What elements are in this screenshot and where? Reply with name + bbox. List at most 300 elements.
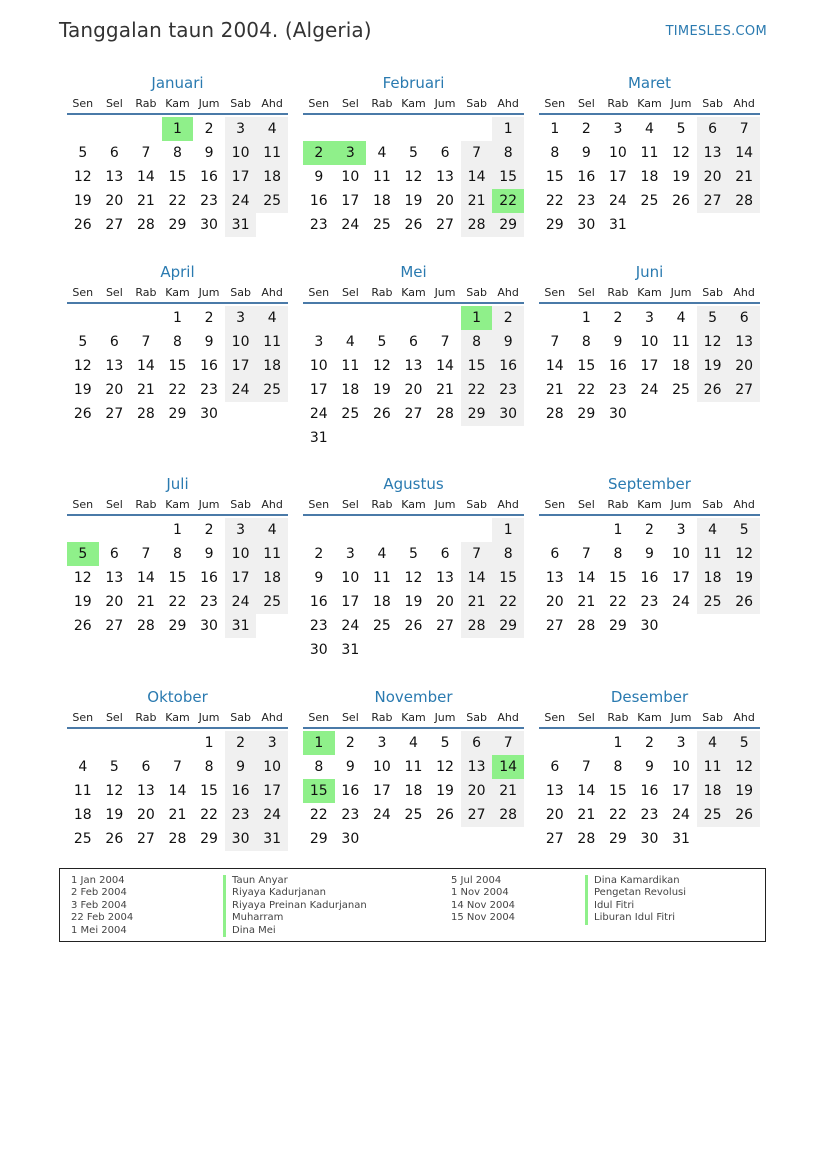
day-cell[interactable]: 9 [581, 145, 591, 161]
day-cell[interactable]: 4 [697, 731, 729, 755]
day-cell[interactable]: 2 [204, 121, 214, 137]
day-cell[interactable]: 22 [200, 807, 218, 823]
day-cell[interactable]: 26 [728, 803, 760, 827]
day-cell[interactable]: 21 [545, 382, 564, 398]
day-cell[interactable]: 17 [225, 165, 257, 189]
day-cell[interactable]: 17 [608, 169, 627, 185]
day-cell[interactable]: 7 [581, 546, 591, 562]
day-cell[interactable]: 7 [728, 117, 760, 141]
day-cell[interactable]: 27 [545, 618, 564, 634]
day-cell[interactable]: 27 [461, 803, 493, 827]
holiday-day-cell[interactable]: 1 [162, 117, 194, 141]
site-logo[interactable]: TIMESLES.COM [665, 24, 767, 39]
day-cell[interactable]: 11 [256, 542, 288, 566]
day-cell[interactable]: 2 [204, 310, 214, 326]
day-cell[interactable]: 12 [73, 358, 92, 374]
day-cell[interactable]: 5 [78, 334, 88, 350]
day-cell[interactable]: 5 [728, 518, 760, 542]
day-cell[interactable]: 22 [309, 807, 328, 823]
day-cell[interactable]: 23 [225, 803, 257, 827]
day-cell[interactable]: 27 [728, 378, 760, 402]
day-cell[interactable]: 23 [608, 382, 627, 398]
day-cell[interactable]: 21 [577, 594, 596, 610]
day-cell[interactable]: 29 [545, 217, 564, 233]
day-cell[interactable]: 29 [608, 831, 627, 847]
day-cell[interactable]: 14 [728, 141, 760, 165]
day-cell[interactable]: 20 [436, 193, 454, 209]
day-cell[interactable]: 23 [640, 594, 659, 610]
day-cell[interactable]: 24 [225, 189, 257, 213]
day-cell[interactable]: 7 [492, 731, 524, 755]
day-cell[interactable]: 22 [492, 590, 524, 614]
day-cell[interactable]: 27 [105, 217, 124, 233]
day-cell[interactable]: 23 [309, 618, 328, 634]
day-cell[interactable]: 13 [697, 141, 729, 165]
day-cell[interactable]: 2 [645, 735, 654, 751]
day-cell[interactable]: 20 [105, 382, 124, 398]
day-cell[interactable]: 13 [136, 783, 155, 799]
day-cell[interactable]: 18 [256, 566, 288, 590]
day-cell[interactable]: 25 [697, 590, 729, 614]
day-cell[interactable]: 15 [577, 358, 596, 374]
day-cell[interactable]: 17 [672, 570, 690, 586]
day-cell[interactable]: 14 [461, 165, 493, 189]
day-cell[interactable]: 27 [436, 618, 454, 634]
day-cell[interactable]: 12 [672, 145, 690, 161]
day-cell[interactable]: 8 [492, 141, 524, 165]
holiday-day-cell[interactable]: 5 [67, 542, 99, 566]
day-cell[interactable]: 31 [225, 213, 257, 237]
day-cell[interactable]: 26 [73, 618, 92, 634]
day-cell[interactable]: 26 [404, 217, 423, 233]
day-cell[interactable]: 22 [545, 193, 564, 209]
day-cell[interactable]: 3 [225, 306, 257, 330]
day-cell[interactable]: 17 [372, 783, 391, 799]
day-cell[interactable]: 9 [314, 570, 324, 586]
day-cell[interactable]: 25 [73, 831, 92, 847]
day-cell[interactable]: 21 [136, 193, 155, 209]
day-cell[interactable]: 10 [341, 169, 360, 185]
day-cell[interactable]: 26 [105, 831, 124, 847]
day-cell[interactable]: 30 [608, 406, 627, 422]
day-cell[interactable]: 5 [409, 145, 418, 161]
day-cell[interactable]: 29 [492, 614, 524, 638]
day-cell[interactable]: 19 [728, 566, 760, 590]
day-cell[interactable]: 14 [577, 570, 596, 586]
day-cell[interactable]: 19 [404, 193, 423, 209]
day-cell[interactable]: 3 [225, 518, 257, 542]
day-cell[interactable]: 9 [314, 169, 324, 185]
day-cell[interactable]: 31 [608, 217, 627, 233]
day-cell[interactable]: 16 [640, 570, 659, 586]
day-cell[interactable]: 26 [728, 590, 760, 614]
day-cell[interactable]: 19 [105, 807, 124, 823]
day-cell[interactable]: 8 [173, 145, 182, 161]
day-cell[interactable]: 16 [225, 779, 257, 803]
day-cell[interactable]: 13 [436, 169, 454, 185]
day-cell[interactable]: 4 [256, 117, 288, 141]
day-cell[interactable]: 19 [73, 594, 92, 610]
day-cell[interactable]: 10 [672, 759, 690, 775]
day-cell[interactable]: 1 [550, 121, 560, 137]
day-cell[interactable]: 4 [676, 310, 686, 326]
day-cell[interactable]: 8 [492, 542, 524, 566]
day-cell[interactable]: 21 [136, 594, 155, 610]
day-cell[interactable]: 1 [173, 522, 182, 538]
day-cell[interactable]: 14 [545, 358, 564, 374]
holiday-day-cell[interactable]: 22 [492, 189, 524, 213]
day-cell[interactable]: 4 [256, 306, 288, 330]
holiday-day-cell[interactable]: 14 [492, 755, 524, 779]
day-cell[interactable]: 6 [109, 546, 119, 562]
day-cell[interactable]: 20 [105, 594, 124, 610]
day-cell[interactable]: 7 [440, 334, 450, 350]
holiday-day-cell[interactable]: 3 [335, 141, 367, 165]
day-cell[interactable]: 22 [168, 382, 187, 398]
day-cell[interactable]: 13 [728, 330, 760, 354]
day-cell[interactable]: 16 [341, 783, 360, 799]
day-cell[interactable]: 10 [225, 330, 257, 354]
day-cell[interactable]: 16 [200, 358, 218, 374]
day-cell[interactable]: 4 [377, 546, 387, 562]
day-cell[interactable]: 23 [341, 807, 360, 823]
day-cell[interactable]: 23 [640, 807, 659, 823]
day-cell[interactable]: 16 [200, 570, 218, 586]
day-cell[interactable]: 21 [461, 590, 493, 614]
day-cell[interactable]: 8 [204, 759, 214, 775]
day-cell[interactable]: 16 [492, 354, 524, 378]
day-cell[interactable]: 1 [492, 518, 524, 542]
day-cell[interactable]: 19 [73, 193, 92, 209]
day-cell[interactable]: 5 [409, 546, 418, 562]
day-cell[interactable]: 9 [204, 546, 214, 562]
day-cell[interactable]: 19 [672, 169, 690, 185]
day-cell[interactable]: 26 [73, 406, 92, 422]
day-cell[interactable]: 7 [550, 334, 560, 350]
day-cell[interactable]: 29 [168, 406, 187, 422]
day-cell[interactable]: 20 [461, 779, 493, 803]
day-cell[interactable]: 31 [309, 430, 328, 446]
day-cell[interactable]: 27 [105, 618, 124, 634]
day-cell[interactable]: 12 [728, 542, 760, 566]
day-cell[interactable]: 4 [345, 334, 355, 350]
day-cell[interactable]: 26 [404, 618, 423, 634]
day-cell[interactable]: 3 [225, 117, 257, 141]
day-cell[interactable]: 3 [256, 731, 288, 755]
day-cell[interactable]: 15 [492, 165, 524, 189]
day-cell[interactable]: 20 [545, 594, 564, 610]
day-cell[interactable]: 1 [581, 310, 591, 326]
day-cell[interactable]: 7 [461, 141, 493, 165]
day-cell[interactable]: 25 [672, 382, 690, 398]
day-cell[interactable]: 6 [141, 759, 151, 775]
day-cell[interactable]: 14 [461, 566, 493, 590]
day-cell[interactable]: 14 [436, 358, 454, 374]
day-cell[interactable]: 8 [613, 759, 623, 775]
day-cell[interactable]: 24 [225, 378, 257, 402]
day-cell[interactable]: 21 [168, 807, 187, 823]
day-cell[interactable]: 19 [728, 779, 760, 803]
day-cell[interactable]: 18 [640, 169, 659, 185]
day-cell[interactable]: 3 [345, 546, 355, 562]
day-cell[interactable]: 22 [577, 382, 596, 398]
day-cell[interactable]: 25 [341, 406, 360, 422]
day-cell[interactable]: 4 [697, 518, 729, 542]
day-cell[interactable]: 23 [309, 217, 328, 233]
day-cell[interactable]: 28 [728, 189, 760, 213]
day-cell[interactable]: 8 [173, 546, 182, 562]
day-cell[interactable]: 20 [404, 382, 423, 398]
day-cell[interactable]: 11 [341, 358, 360, 374]
day-cell[interactable]: 25 [256, 189, 288, 213]
day-cell[interactable]: 24 [341, 217, 360, 233]
day-cell[interactable]: 15 [168, 358, 187, 374]
day-cell[interactable]: 28 [461, 614, 493, 638]
day-cell[interactable]: 15 [608, 570, 627, 586]
day-cell[interactable]: 9 [204, 145, 214, 161]
day-cell[interactable]: 18 [672, 358, 690, 374]
day-cell[interactable]: 16 [640, 783, 659, 799]
day-cell[interactable]: 28 [436, 406, 454, 422]
day-cell[interactable]: 19 [372, 382, 391, 398]
day-cell[interactable]: 6 [728, 306, 760, 330]
day-cell[interactable]: 25 [697, 803, 729, 827]
day-cell[interactable]: 11 [404, 759, 423, 775]
day-cell[interactable]: 3 [377, 735, 387, 751]
day-cell[interactable]: 9 [492, 330, 524, 354]
day-cell[interactable]: 17 [341, 193, 360, 209]
day-cell[interactable]: 20 [545, 807, 564, 823]
day-cell[interactable]: 1 [492, 117, 524, 141]
day-cell[interactable]: 14 [168, 783, 187, 799]
day-cell[interactable]: 30 [309, 642, 328, 658]
day-cell[interactable]: 2 [581, 121, 591, 137]
day-cell[interactable]: 29 [577, 406, 596, 422]
day-cell[interactable]: 12 [105, 783, 124, 799]
day-cell[interactable]: 17 [341, 594, 360, 610]
day-cell[interactable]: 25 [372, 217, 391, 233]
day-cell[interactable]: 6 [109, 145, 119, 161]
day-cell[interactable]: 23 [200, 594, 218, 610]
day-cell[interactable]: 29 [309, 831, 328, 847]
day-cell[interactable]: 30 [492, 402, 524, 426]
day-cell[interactable]: 14 [136, 169, 155, 185]
day-cell[interactable]: 7 [141, 546, 151, 562]
day-cell[interactable]: 4 [645, 121, 654, 137]
day-cell[interactable]: 3 [314, 334, 324, 350]
day-cell[interactable]: 28 [136, 217, 155, 233]
day-cell[interactable]: 6 [409, 334, 418, 350]
day-cell[interactable]: 11 [73, 783, 92, 799]
day-cell[interactable]: 30 [640, 618, 659, 634]
day-cell[interactable]: 16 [200, 169, 218, 185]
holiday-day-cell[interactable]: 2 [303, 141, 335, 165]
day-cell[interactable]: 12 [728, 755, 760, 779]
day-cell[interactable]: 12 [404, 570, 423, 586]
day-cell[interactable]: 18 [73, 807, 92, 823]
day-cell[interactable]: 28 [461, 213, 493, 237]
day-cell[interactable]: 2 [345, 735, 355, 751]
day-cell[interactable]: 26 [436, 807, 454, 823]
day-cell[interactable]: 17 [309, 382, 328, 398]
day-cell[interactable]: 30 [200, 618, 218, 634]
day-cell[interactable]: 13 [461, 755, 493, 779]
day-cell[interactable]: 3 [645, 310, 654, 326]
day-cell[interactable]: 15 [168, 169, 187, 185]
day-cell[interactable]: 2 [613, 310, 623, 326]
day-cell[interactable]: 8 [173, 334, 182, 350]
day-cell[interactable]: 14 [136, 358, 155, 374]
day-cell[interactable]: 12 [73, 169, 92, 185]
day-cell[interactable]: 12 [372, 358, 391, 374]
day-cell[interactable]: 4 [256, 518, 288, 542]
day-cell[interactable]: 13 [105, 358, 124, 374]
day-cell[interactable]: 31 [256, 827, 288, 851]
day-cell[interactable]: 23 [492, 378, 524, 402]
day-cell[interactable]: 22 [461, 378, 493, 402]
day-cell[interactable]: 30 [341, 831, 360, 847]
day-cell[interactable]: 10 [341, 570, 360, 586]
day-cell[interactable]: 3 [676, 522, 686, 538]
day-cell[interactable]: 15 [461, 354, 493, 378]
day-cell[interactable]: 5 [78, 145, 88, 161]
day-cell[interactable]: 9 [613, 334, 623, 350]
day-cell[interactable]: 5 [697, 306, 729, 330]
day-cell[interactable]: 29 [168, 618, 187, 634]
day-cell[interactable]: 24 [672, 807, 690, 823]
day-cell[interactable]: 25 [256, 590, 288, 614]
day-cell[interactable]: 30 [200, 217, 218, 233]
day-cell[interactable]: 27 [136, 831, 155, 847]
day-cell[interactable]: 20 [136, 807, 155, 823]
day-cell[interactable]: 24 [372, 807, 391, 823]
day-cell[interactable]: 4 [78, 759, 88, 775]
day-cell[interactable]: 23 [200, 382, 218, 398]
day-cell[interactable]: 17 [256, 779, 288, 803]
day-cell[interactable]: 6 [109, 334, 119, 350]
day-cell[interactable]: 2 [314, 546, 324, 562]
day-cell[interactable]: 28 [136, 406, 155, 422]
day-cell[interactable]: 18 [372, 193, 391, 209]
day-cell[interactable]: 8 [613, 546, 623, 562]
day-cell[interactable]: 10 [372, 759, 391, 775]
day-cell[interactable]: 18 [404, 783, 423, 799]
day-cell[interactable]: 13 [404, 358, 423, 374]
day-cell[interactable]: 11 [372, 169, 391, 185]
day-cell[interactable]: 27 [404, 406, 423, 422]
day-cell[interactable]: 2 [225, 731, 257, 755]
day-cell[interactable]: 6 [550, 546, 560, 562]
day-cell[interactable]: 10 [309, 358, 328, 374]
day-cell[interactable]: 18 [256, 354, 288, 378]
day-cell[interactable]: 10 [256, 755, 288, 779]
day-cell[interactable]: 14 [136, 570, 155, 586]
day-cell[interactable]: 28 [577, 618, 596, 634]
holiday-day-cell[interactable]: 1 [303, 731, 335, 755]
day-cell[interactable]: 7 [173, 759, 182, 775]
day-cell[interactable]: 15 [200, 783, 218, 799]
day-cell[interactable]: 29 [461, 402, 493, 426]
day-cell[interactable]: 6 [440, 546, 450, 562]
day-cell[interactable]: 30 [225, 827, 257, 851]
day-cell[interactable]: 26 [697, 378, 729, 402]
day-cell[interactable]: 13 [436, 570, 454, 586]
day-cell[interactable]: 26 [672, 193, 690, 209]
day-cell[interactable]: 25 [404, 807, 423, 823]
day-cell[interactable]: 29 [608, 618, 627, 634]
day-cell[interactable]: 12 [404, 169, 423, 185]
day-cell[interactable]: 21 [136, 382, 155, 398]
day-cell[interactable]: 22 [608, 594, 627, 610]
day-cell[interactable]: 14 [577, 783, 596, 799]
day-cell[interactable]: 29 [492, 213, 524, 237]
day-cell[interactable]: 12 [697, 330, 729, 354]
day-cell[interactable]: 25 [256, 378, 288, 402]
day-cell[interactable]: 30 [640, 831, 659, 847]
day-cell[interactable]: 6 [461, 731, 493, 755]
day-cell[interactable]: 2 [645, 522, 654, 538]
day-cell[interactable]: 13 [105, 169, 124, 185]
day-cell[interactable]: 29 [168, 217, 187, 233]
day-cell[interactable]: 4 [377, 145, 387, 161]
day-cell[interactable]: 26 [372, 406, 391, 422]
day-cell[interactable]: 7 [581, 759, 591, 775]
day-cell[interactable]: 24 [309, 406, 328, 422]
day-cell[interactable]: 20 [105, 193, 124, 209]
day-cell[interactable]: 28 [136, 618, 155, 634]
day-cell[interactable]: 21 [728, 165, 760, 189]
day-cell[interactable]: 17 [225, 566, 257, 590]
day-cell[interactable]: 25 [372, 618, 391, 634]
day-cell[interactable]: 9 [645, 546, 654, 562]
day-cell[interactable]: 10 [225, 542, 257, 566]
day-cell[interactable]: 2 [492, 306, 524, 330]
day-cell[interactable]: 4 [409, 735, 418, 751]
day-cell[interactable]: 8 [314, 759, 324, 775]
day-cell[interactable]: 27 [436, 217, 454, 233]
day-cell[interactable]: 18 [697, 779, 729, 803]
day-cell[interactable]: 7 [141, 145, 151, 161]
day-cell[interactable]: 6 [697, 117, 729, 141]
day-cell[interactable]: 21 [436, 382, 454, 398]
day-cell[interactable]: 15 [608, 783, 627, 799]
day-cell[interactable]: 23 [200, 193, 218, 209]
day-cell[interactable]: 5 [728, 731, 760, 755]
day-cell[interactable]: 24 [672, 594, 690, 610]
day-cell[interactable]: 1 [173, 310, 182, 326]
day-cell[interactable]: 18 [697, 566, 729, 590]
day-cell[interactable]: 9 [204, 334, 214, 350]
day-cell[interactable]: 24 [225, 590, 257, 614]
day-cell[interactable]: 16 [577, 169, 596, 185]
day-cell[interactable]: 1 [613, 735, 623, 751]
day-cell[interactable]: 9 [345, 759, 355, 775]
day-cell[interactable]: 22 [168, 193, 187, 209]
day-cell[interactable]: 15 [168, 570, 187, 586]
day-cell[interactable]: 19 [73, 382, 92, 398]
day-cell[interactable]: 24 [608, 193, 627, 209]
day-cell[interactable]: 13 [105, 570, 124, 586]
day-cell[interactable]: 19 [404, 594, 423, 610]
day-cell[interactable]: 5 [440, 735, 450, 751]
holiday-day-cell[interactable]: 15 [303, 779, 335, 803]
day-cell[interactable]: 24 [256, 803, 288, 827]
day-cell[interactable]: 15 [545, 169, 564, 185]
day-cell[interactable]: 11 [672, 334, 690, 350]
day-cell[interactable]: 9 [645, 759, 654, 775]
day-cell[interactable]: 21 [577, 807, 596, 823]
day-cell[interactable]: 1 [613, 522, 623, 538]
